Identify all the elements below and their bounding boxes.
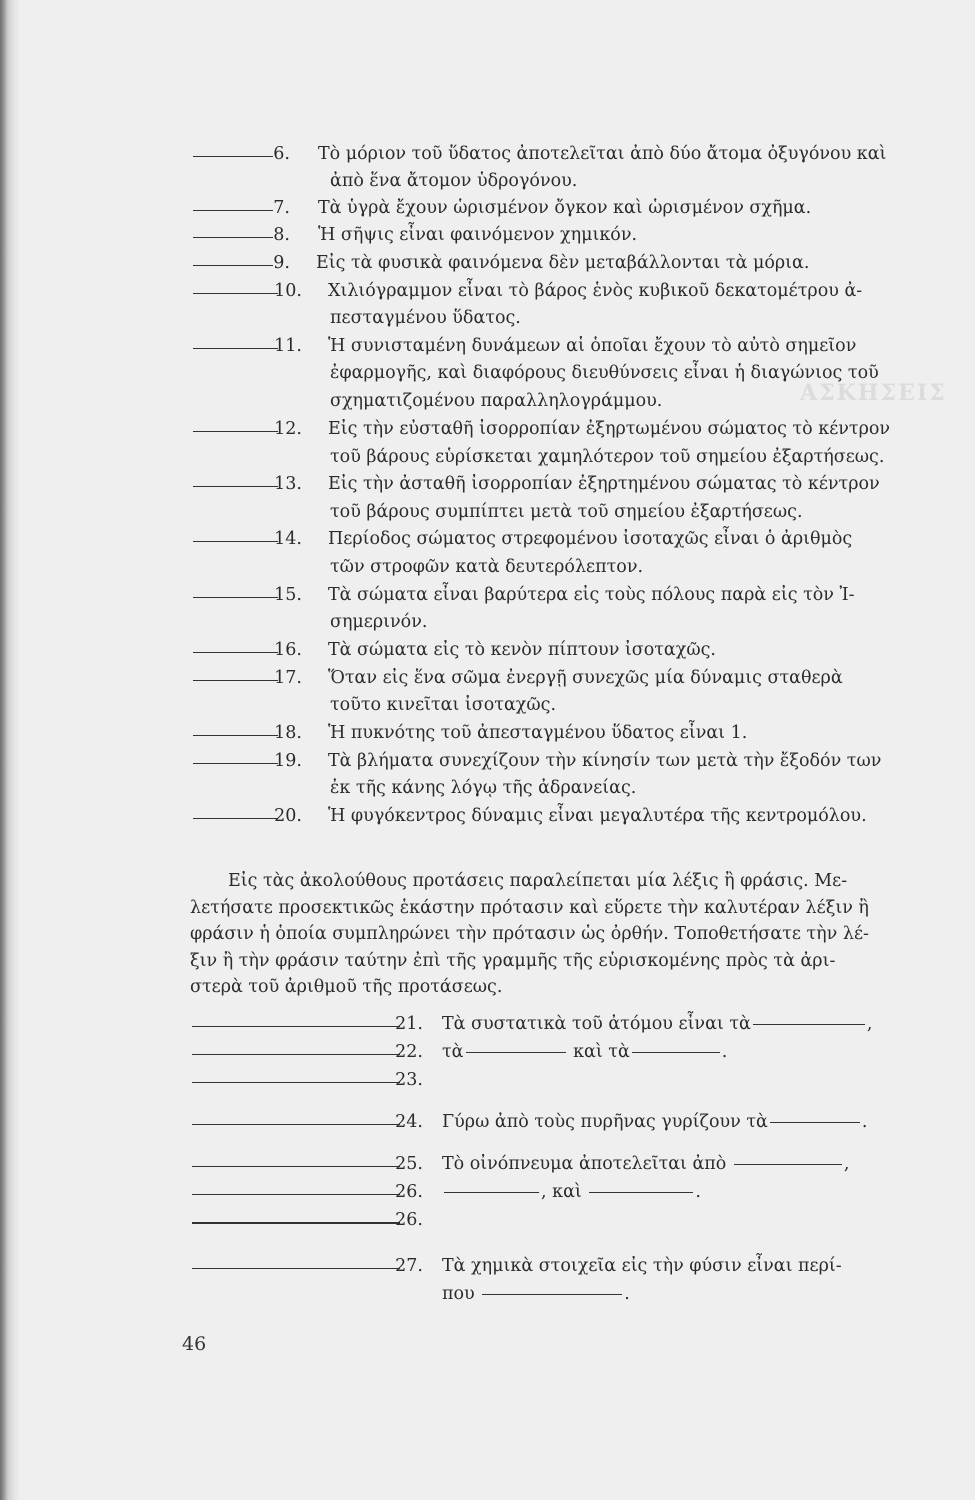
instructions-line: στερὰ τοῦ ἀριθμοῦ τῆς προτάσεως. bbox=[190, 977, 503, 997]
item-text-line bbox=[442, 1014, 872, 1034]
item-number: 18. bbox=[274, 723, 302, 743]
exercise-item bbox=[0, 640, 975, 664]
item-text-line bbox=[442, 1284, 630, 1304]
exercise-item bbox=[0, 336, 975, 360]
item-text-line: Τὰ βλήματα συνεχίζουν τὴν κίνησίν των μετὰ τὴν ἔξοδόν των bbox=[328, 751, 882, 771]
answer-line bbox=[192, 1082, 400, 1083]
exercise-item bbox=[0, 253, 975, 277]
item-number: 6. bbox=[273, 144, 290, 164]
item-text-line: τοῦ βάρους εὑρίσκεται χαμηλότερον τοῦ σημείου ἐξαρτήσεως. bbox=[330, 447, 885, 467]
exercise-item bbox=[0, 751, 975, 775]
item-text: τὰ bbox=[442, 1042, 464, 1062]
instructions-line: ξιν ἢ τὴν φράσιν ταύτην ἐπὶ τῆς γραμμῆς τῆς εὑρισκομένης πρὸς τὰ ἀρι- bbox=[190, 950, 836, 971]
exercise-item bbox=[0, 225, 975, 249]
exercise-item bbox=[0, 668, 975, 692]
fill-blank[interactable] bbox=[482, 1294, 622, 1295]
exercise-item bbox=[0, 281, 975, 305]
exercise-item bbox=[0, 144, 975, 168]
item-text-line: Περίοδος σώματος στρεφομένου ἰσοταχῶς εἶναι ὁ ἀριθμὸς bbox=[328, 529, 853, 549]
item-text: Γύρω ἀπὸ τοὺς πυρῆνας γυρίζουν τὰ bbox=[442, 1112, 768, 1132]
item-number: 16. bbox=[274, 640, 302, 660]
item-text-line: ἐφαρμογῆς, καὶ διαφόρους διευθύνσεις εἶναι ἡ διαγώνιος τοῦ bbox=[330, 363, 879, 383]
item-punct: . bbox=[721, 1042, 728, 1062]
fill-in-item bbox=[0, 1256, 975, 1280]
item-text-line bbox=[442, 1042, 727, 1062]
item-number: 26. bbox=[395, 1182, 423, 1202]
fill-blank[interactable] bbox=[589, 1192, 693, 1193]
fill-blank[interactable] bbox=[466, 1052, 566, 1053]
fill-blank[interactable] bbox=[734, 1164, 842, 1165]
item-text-line: Ὅταν εἰς ἕνα σῶμα ἐνεργῇ συνεχῶς μία δύναμις σταθερὰ bbox=[328, 668, 843, 688]
item-punct: . bbox=[624, 1284, 630, 1304]
instructions-line: φράσιν ἡ ὁποία συμπληρώνει τὴν πρότασιν ὡς ὀρθήν. Τοποθετήσατε τὴν λέ- bbox=[190, 924, 869, 944]
item-text-line: Τὰ σώματα εἶναι βαρύτερα εἰς τοὺς πόλους παρὰ εἰς τὸν Ἰ- bbox=[328, 585, 855, 605]
item-text-line bbox=[442, 1112, 867, 1132]
item-number: 27. bbox=[395, 1256, 423, 1276]
item-number: 15. bbox=[274, 585, 302, 605]
exercise-item bbox=[0, 419, 975, 443]
item-text-line: Τὰ σώματα εἰς τὸ κενὸν πίπτουν ἰσοταχῶς. bbox=[328, 640, 716, 660]
bleed-through: ΑΣΚΗΣΕΙΣ bbox=[800, 380, 947, 406]
item-text-line: Τὰ ὑγρὰ ἔχουν ὡρισμένον ὄγκον καὶ ὡρισμένον σχῆμα. bbox=[318, 198, 812, 218]
answer-line bbox=[192, 1268, 400, 1269]
fill-in-item bbox=[0, 1014, 975, 1038]
exercise-item bbox=[0, 474, 975, 498]
fill-blank[interactable] bbox=[444, 1192, 539, 1193]
fill-blank[interactable] bbox=[770, 1122, 860, 1123]
item-number: 7. bbox=[273, 198, 290, 218]
item-number: 10. bbox=[274, 281, 302, 301]
fill-in-item bbox=[0, 1070, 975, 1094]
item-punct: , bbox=[866, 1014, 873, 1034]
item-number: 24. bbox=[395, 1112, 423, 1132]
instructions-line: Εἰς τὰς ἀκολούθους προτάσεις παραλείπεται μία λέξις ἢ φράσις. Με- bbox=[228, 871, 848, 891]
item-punct: . bbox=[695, 1182, 701, 1202]
item-number: 14. bbox=[274, 529, 302, 549]
item-text-line: Ἡ φυγόκεντρος δύναμις εἶναι μεγαλυτέρα τῆς κεντρομόλου. bbox=[328, 806, 867, 826]
item-text-line: σχηματιζομένου παραλληλογράμμου. bbox=[330, 391, 663, 411]
item-number: 21. bbox=[395, 1014, 423, 1034]
instructions-paragraph bbox=[190, 868, 890, 1001]
item-text-line: Εἰς τὰ φυσικὰ φαινόμενα δὲν μεταβάλλονται τὰ μόρια. bbox=[316, 253, 810, 273]
item-text: Τὸ οἰνόπνευμα ἀποτελεῖται ἀπὸ bbox=[442, 1154, 727, 1174]
exercise-item bbox=[0, 723, 975, 747]
item-text-line: Εἰς τὴν ἀσταθῆ ἰσορροπίαν ἐξηρτημένου σώματας τὸ κέντρον bbox=[328, 474, 880, 494]
exercise-item bbox=[0, 585, 975, 609]
fill-in-item bbox=[0, 1210, 975, 1234]
item-number: 25. bbox=[395, 1154, 423, 1174]
item-punct: , bbox=[843, 1154, 850, 1174]
page-number: 46 bbox=[182, 1333, 207, 1355]
item-punct: . bbox=[861, 1112, 868, 1132]
item-number: 9. bbox=[273, 253, 290, 273]
fill-in-item bbox=[0, 1042, 975, 1066]
item-text-line: Ἡ συνισταμένη δυνάμεων αἱ ὁποῖαι ἔχουν τὸ αὐτὸ σημεῖον bbox=[328, 336, 857, 356]
exercise-item bbox=[0, 806, 975, 830]
fill-blank[interactable] bbox=[632, 1052, 720, 1053]
item-number: 23. bbox=[395, 1070, 423, 1090]
fill-blank[interactable] bbox=[753, 1024, 865, 1025]
item-number: 19. bbox=[274, 751, 302, 771]
item-text-line: Χιλιόγραμμον εἶναι τὸ βάρος ἑνὸς κυβικοῦ δεκατομέτρου ἀ- bbox=[328, 281, 863, 301]
exercise-item bbox=[0, 529, 975, 553]
instructions-line: λετήσατε προσεκτικῶς ἑκάστην πρότασιν καὶ εὕρετε τὴν καλυτέραν λέξιν ἢ bbox=[190, 897, 869, 918]
item-number: 26. bbox=[395, 1210, 423, 1230]
item-text-line bbox=[442, 1154, 850, 1174]
item-number: 20. bbox=[274, 806, 302, 826]
item-text-line: πεσταγμένου ὕδατος. bbox=[330, 308, 521, 328]
item-number: 12. bbox=[274, 419, 302, 439]
item-number: 13. bbox=[274, 474, 302, 494]
answer-line bbox=[192, 1166, 400, 1167]
item-text-line: σημερινόν. bbox=[330, 612, 428, 632]
item-text-line: ἐκ τῆς κάνης λόγῳ τῆς ἀδρανείας. bbox=[330, 778, 637, 798]
item-text: που bbox=[442, 1284, 475, 1304]
item-number: 22. bbox=[395, 1042, 423, 1062]
item-text: , καὶ bbox=[541, 1182, 582, 1202]
item-text-line: τοῦτο κινεῖται ἰσοταχῶς. bbox=[330, 695, 557, 715]
fill-in-item bbox=[0, 1182, 975, 1206]
answer-line bbox=[192, 1026, 400, 1027]
answer-line bbox=[192, 1194, 400, 1195]
item-text-line: Τὸ μόριον τοῦ ὕδατος ἀποτελεῖται ἀπὸ δύο ἄτομα ὀξυγόνου καὶ bbox=[318, 144, 887, 164]
item-text: Τὰ συστατικὰ τοῦ ἀτόμου εἶναι τὰ bbox=[442, 1014, 751, 1034]
item-text-line: Τὰ χημικὰ στοιχεῖα εἰς τὴν φύσιν εἶναι περί- bbox=[442, 1256, 842, 1276]
answer-line bbox=[192, 1124, 400, 1125]
item-text-line: τοῦ βάρους συμπίπτει μετὰ τοῦ σημείου ἐξαρτήσεως. bbox=[330, 502, 803, 522]
answer-line bbox=[192, 1222, 400, 1224]
item-text-line bbox=[442, 1182, 701, 1202]
item-text-line: Ἡ σῆψις εἶναι φαινόμενον χημικόν. bbox=[318, 225, 638, 245]
exercise-item bbox=[0, 198, 975, 222]
item-text-line: τῶν στροφῶν κατὰ δευτερόλεπτον. bbox=[330, 557, 644, 577]
item-number: 11. bbox=[274, 336, 302, 356]
item-number: 8. bbox=[273, 225, 290, 245]
item-text-line: Ἡ πυκνότης τοῦ ἀπεσταγμένου ὕδατος εἶναι 1. bbox=[328, 723, 748, 743]
fill-in-item bbox=[0, 1154, 975, 1178]
fill-in-item bbox=[0, 1112, 975, 1136]
answer-line bbox=[192, 1054, 400, 1055]
item-text-line: ἀπὸ ἕνα ἄτομον ὑδρογόνου. bbox=[330, 171, 578, 191]
item-text-line: Εἰς τὴν εὐσταθῆ ἰσορροπίαν ἐξηρτωμένου σώματος τὸ κέντρον bbox=[328, 419, 891, 439]
item-text: καὶ τὰ bbox=[573, 1042, 630, 1062]
item-number: 17. bbox=[274, 668, 302, 688]
